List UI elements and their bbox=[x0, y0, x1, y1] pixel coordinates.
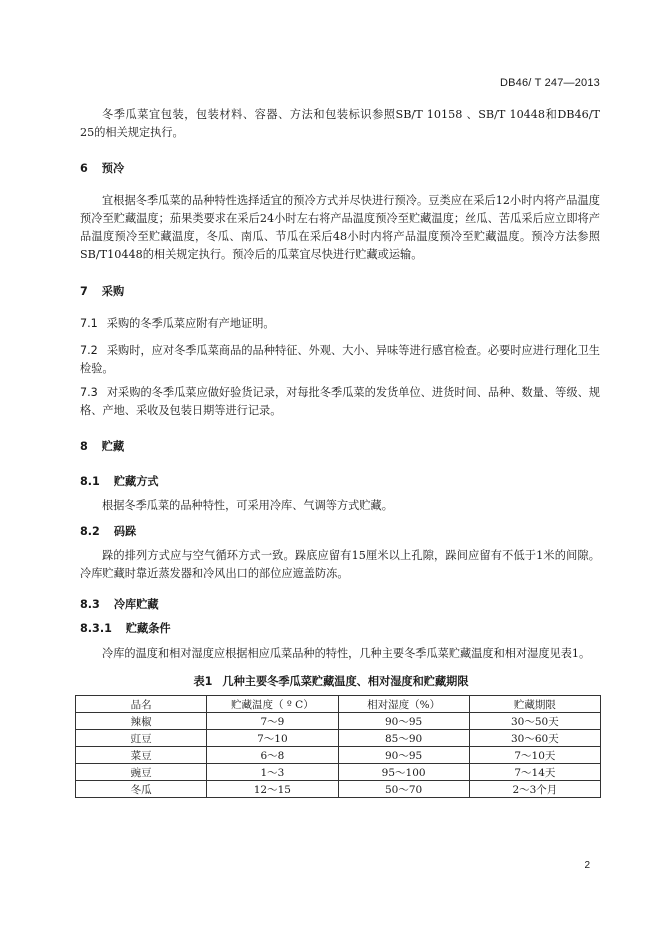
clause-text: 采购时，应对冬季瓜菜商品的品种特征、外观、大小、异味等进行感官检查。必要时应进行理化卫生检验。 bbox=[80, 344, 600, 375]
section-title: 预冷 bbox=[101, 162, 125, 175]
section-title: 采购 bbox=[101, 285, 125, 298]
intro-paragraph-block bbox=[80, 106, 600, 142]
table-header-row bbox=[76, 696, 601, 713]
section-8-1-paragraph: 根据冬季瓜菜的品种特性，可采用冷库、气调等方式贮藏。 bbox=[102, 499, 393, 512]
table-cell: 冬瓜 bbox=[76, 781, 207, 798]
table-row bbox=[76, 781, 601, 798]
section-title: 贮藏 bbox=[101, 440, 125, 453]
section-title: 冷库贮藏 bbox=[113, 598, 159, 611]
table-cell: 12～15 bbox=[207, 781, 338, 798]
table-number: 表1 bbox=[193, 675, 213, 688]
section-8-heading bbox=[80, 438, 600, 456]
section-number: 7 bbox=[80, 285, 88, 298]
table-cell: 90～95 bbox=[338, 713, 469, 730]
table-cell: 7～9 bbox=[207, 713, 338, 730]
table-cell: 1～3 bbox=[207, 764, 338, 781]
section-8-1-body bbox=[80, 497, 600, 515]
section-8-3-heading bbox=[80, 596, 600, 614]
clause-text: 采购的冬季瓜菜应附有产地证明。 bbox=[106, 317, 275, 330]
section-8-2-body bbox=[80, 547, 600, 583]
clause-number: 7.1 bbox=[80, 317, 98, 330]
section-8-3-1-heading bbox=[80, 620, 600, 638]
intro-paragraph: 冬季瓜菜宜包装，包装材料、容器、方法和包装标识参照SB/T 10158 、SB/T 10448和DB46/T 25的相关规定执行。 bbox=[80, 108, 600, 139]
table-row bbox=[76, 764, 601, 781]
section-number: 8.2 bbox=[80, 525, 100, 538]
section-6-body bbox=[80, 192, 600, 264]
table-cell: 辣椒 bbox=[76, 713, 207, 730]
section-6-heading bbox=[80, 160, 600, 178]
table-cell: 菜豆 bbox=[76, 747, 207, 764]
section-number: 8.3.1 bbox=[80, 622, 112, 635]
table-cell: 30～50天 bbox=[469, 713, 600, 730]
clause-7-2 bbox=[80, 342, 600, 378]
section-7-heading bbox=[80, 283, 600, 301]
table-row bbox=[76, 747, 601, 764]
table-row bbox=[76, 713, 601, 730]
table-cell: 6～8 bbox=[207, 747, 338, 764]
table-cell: 2～3个月 bbox=[469, 781, 600, 798]
section-8-1-heading bbox=[80, 473, 600, 491]
table-title: 几种主要冬季瓜菜贮藏温度、相对湿度和贮藏期限 bbox=[222, 675, 469, 688]
page-number: 2 bbox=[584, 860, 590, 871]
section-8-2-heading bbox=[80, 523, 600, 541]
column-header: 贮藏期限 bbox=[469, 696, 600, 713]
table-cell: 豇豆 bbox=[76, 730, 207, 747]
table-cell: 90～95 bbox=[338, 747, 469, 764]
table-cell: 50～70 bbox=[338, 781, 469, 798]
section-8-3-1-paragraph: 冷库的温度和相对湿度应根据相应瓜菜品种的特性，几种主要冬季瓜菜贮藏温度和相对湿度见表1。 bbox=[102, 647, 591, 660]
column-header: 贮藏温度（ º C） bbox=[207, 696, 338, 713]
table-cell: 7～14天 bbox=[469, 764, 600, 781]
clause-text: 对采购的冬季瓜菜应做好验货记录，对每批冬季瓜菜的发货单位、进货时间、品种、数量、等级、规格、产地、采收及包装日期等进行记录。 bbox=[80, 386, 600, 417]
table-cell: 7～10 bbox=[207, 730, 338, 747]
section-8-3-1-body bbox=[80, 645, 600, 663]
section-number: 8 bbox=[80, 440, 88, 453]
section-title: 贮藏条件 bbox=[125, 622, 171, 635]
clause-7-3 bbox=[80, 384, 600, 420]
table-cell: 85～90 bbox=[338, 730, 469, 747]
section-title: 贮藏方式 bbox=[113, 475, 159, 488]
clause-number: 7.3 bbox=[80, 386, 98, 399]
storage-conditions-table bbox=[75, 695, 601, 798]
table-cell: 豌豆 bbox=[76, 764, 207, 781]
table-row bbox=[76, 730, 601, 747]
section-6-paragraph: 宜根据冬季瓜菜的品种特性选择适宜的预冷方式并尽快进行预冷。豆类应在采后12小时内将产品温度预冷至贮藏温度；茄果类要求在采后24小时左右将产品温度预冷至贮藏温度；丝瓜、苦瓜采后应立即将产品温度预冷至贮藏温度，冬瓜、南瓜、节瓜在采后48小时内将产品温度预冷至贮藏温度。预冷方法参照SB/T10448的相关规定执行。预冷后的瓜菜宜尽快进行贮藏或运输。 bbox=[80, 194, 600, 261]
section-8-2-paragraph: 跺的排列方式应与空气循环方式一致。跺底应留有15厘米以上孔隙，跺间应留有不低于1米的间隙。冷库贮藏时靠近蒸发器和冷风出口的部位应遮盖防冻。 bbox=[80, 549, 600, 580]
section-number: 8.1 bbox=[80, 475, 100, 488]
clause-7-1 bbox=[80, 315, 600, 333]
section-number: 6 bbox=[80, 162, 88, 175]
table-cell: 30～60天 bbox=[469, 730, 600, 747]
section-number: 8.3 bbox=[80, 598, 100, 611]
section-title: 码跺 bbox=[113, 525, 137, 538]
table-cell: 7～10天 bbox=[469, 747, 600, 764]
clause-number: 7.2 bbox=[80, 344, 98, 357]
table-caption bbox=[0, 673, 662, 689]
table-cell: 95～100 bbox=[338, 764, 469, 781]
column-header: 相对湿度（%） bbox=[338, 696, 469, 713]
standard-code: DB46/ T 247—2013 bbox=[499, 77, 600, 89]
column-header: 品名 bbox=[76, 696, 207, 713]
